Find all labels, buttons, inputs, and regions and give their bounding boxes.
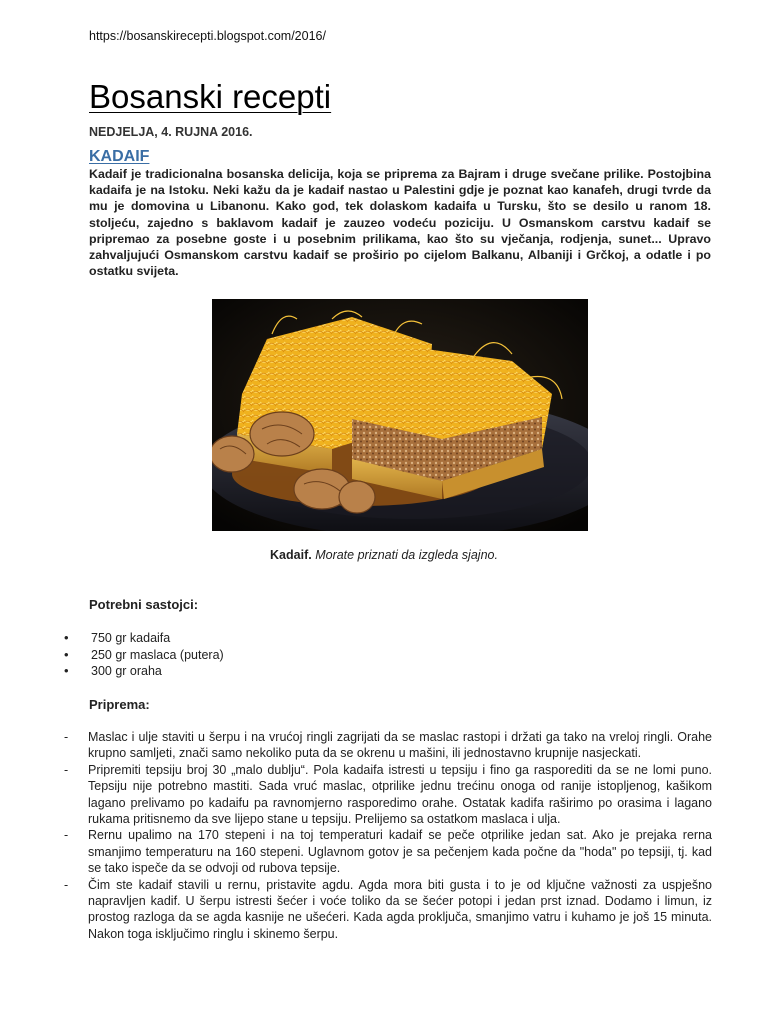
caption-text: Morate priznati da izgleda sjajno. — [315, 548, 498, 562]
kadaif-photo — [212, 299, 588, 531]
blog-title[interactable]: Bosanski recepti — [89, 78, 332, 115]
caption-title: Kadaif. — [270, 548, 312, 562]
ingredients-heading: Potrebni sastojci: — [89, 597, 199, 612]
step-item: - Rernu upalimo na 170 stepeni i na toj temperaturi kadaif se peče otprilike jedan sat. Ako je prejaka rerna smanjimo temperaturu na 160 stepeni. Uglavnom gotov je sa pečenjem kada počne da "hoda" po tepsiji, tj. kad se tako ispeče da se odvoji od rubova tepsije. — [64, 827, 712, 876]
post-date: NEDJELJA, 4. RUJNA 2016. — [89, 125, 253, 139]
step-item: - Maslac i ulje staviti u šerpu i na vrućoj ringli zagrijati da se maslac rastopi i držati ga tako na vreloj ringli. Orahe krupno samljeti, znači samo nekoliko puta da se okrenu u mašini, ili jednostavno krupnije nasjeckati. — [64, 729, 712, 762]
ingredients-list — [64, 630, 224, 680]
list-item: • 300 gr oraha — [64, 663, 224, 680]
post-title[interactable]: KADAIF — [89, 148, 150, 165]
image-caption — [0, 548, 768, 562]
step-item: - Pripremiti tepsiju broj 30 „malo dublju“. Pola kadaifa istresti u tepsiju i fino ga rasporediti da se ne lomi puno. Tepsiju nije potrebno mastiti. Sada vruć maslac, otprilike jednu trećinu onoga od ranije istopljenog, kašikom lagano prelivamo po kadaifu pa ravnomjerno rasporedimo orahe. Ostatak kadifa raširimo po orasima i lagano rukama pritisnemo da sve lijepo stane u tepsiju. Prelijemo sa ostatkom maslaca i ulja. — [64, 762, 712, 828]
steps-list — [64, 729, 712, 942]
method-heading: Priprema: — [89, 697, 150, 712]
list-item: • 250 gr maslaca (putera) — [64, 647, 224, 664]
list-item: • 750 gr kadaifa — [64, 630, 224, 647]
post-intro: Kadaif je tradicionalna bosanska delicija, koja se priprema za Bajram i druge svečane prilike. Postojbina kadaifa je na Istoku. Neki kažu da je kadaif nastao u Palestini gdje je poznat kao kanafeh, drugi tvrde da mu je domovina u Libanonu. Kako god, tek dolaskom kadaifa u Tursku, što se desilo u ranom 18. stoljeću, zajedno s baklavom kadaif je zauzeo vodeću poziciju. U Osmanskom carstvu kadaif se pripremao za posebne goste i u posebnim prilikama, kao što su vječanja, rodjenja, sunet... Upravo zahvaljujući Osmanskom carstvu kadaif se proširio po cijelom Balkanu, Albaniji i Grčkoj, a odatle i po ostatku svijeta. — [89, 167, 711, 279]
step-item: - Čim ste kadaif stavili u rernu, pristavite agdu. Agda mora biti gusta i to je od ključne važnosti za uspješno napravljen kadif. U šerpu istresti šećer i voće toliko da se šećer potopi i jedan prst iznad. Dodamo i limun, iz prostog razloga da se agda kasnije ne ušećeri. Kada agda proključa, smanjimo vatru i kuhamo je još 15 minuta. Nakon toga isključimo ringlu i skinemo šerpu. — [64, 877, 712, 943]
page-url: https://bosanskirecepti.blogspot.com/2016/ — [89, 29, 326, 43]
